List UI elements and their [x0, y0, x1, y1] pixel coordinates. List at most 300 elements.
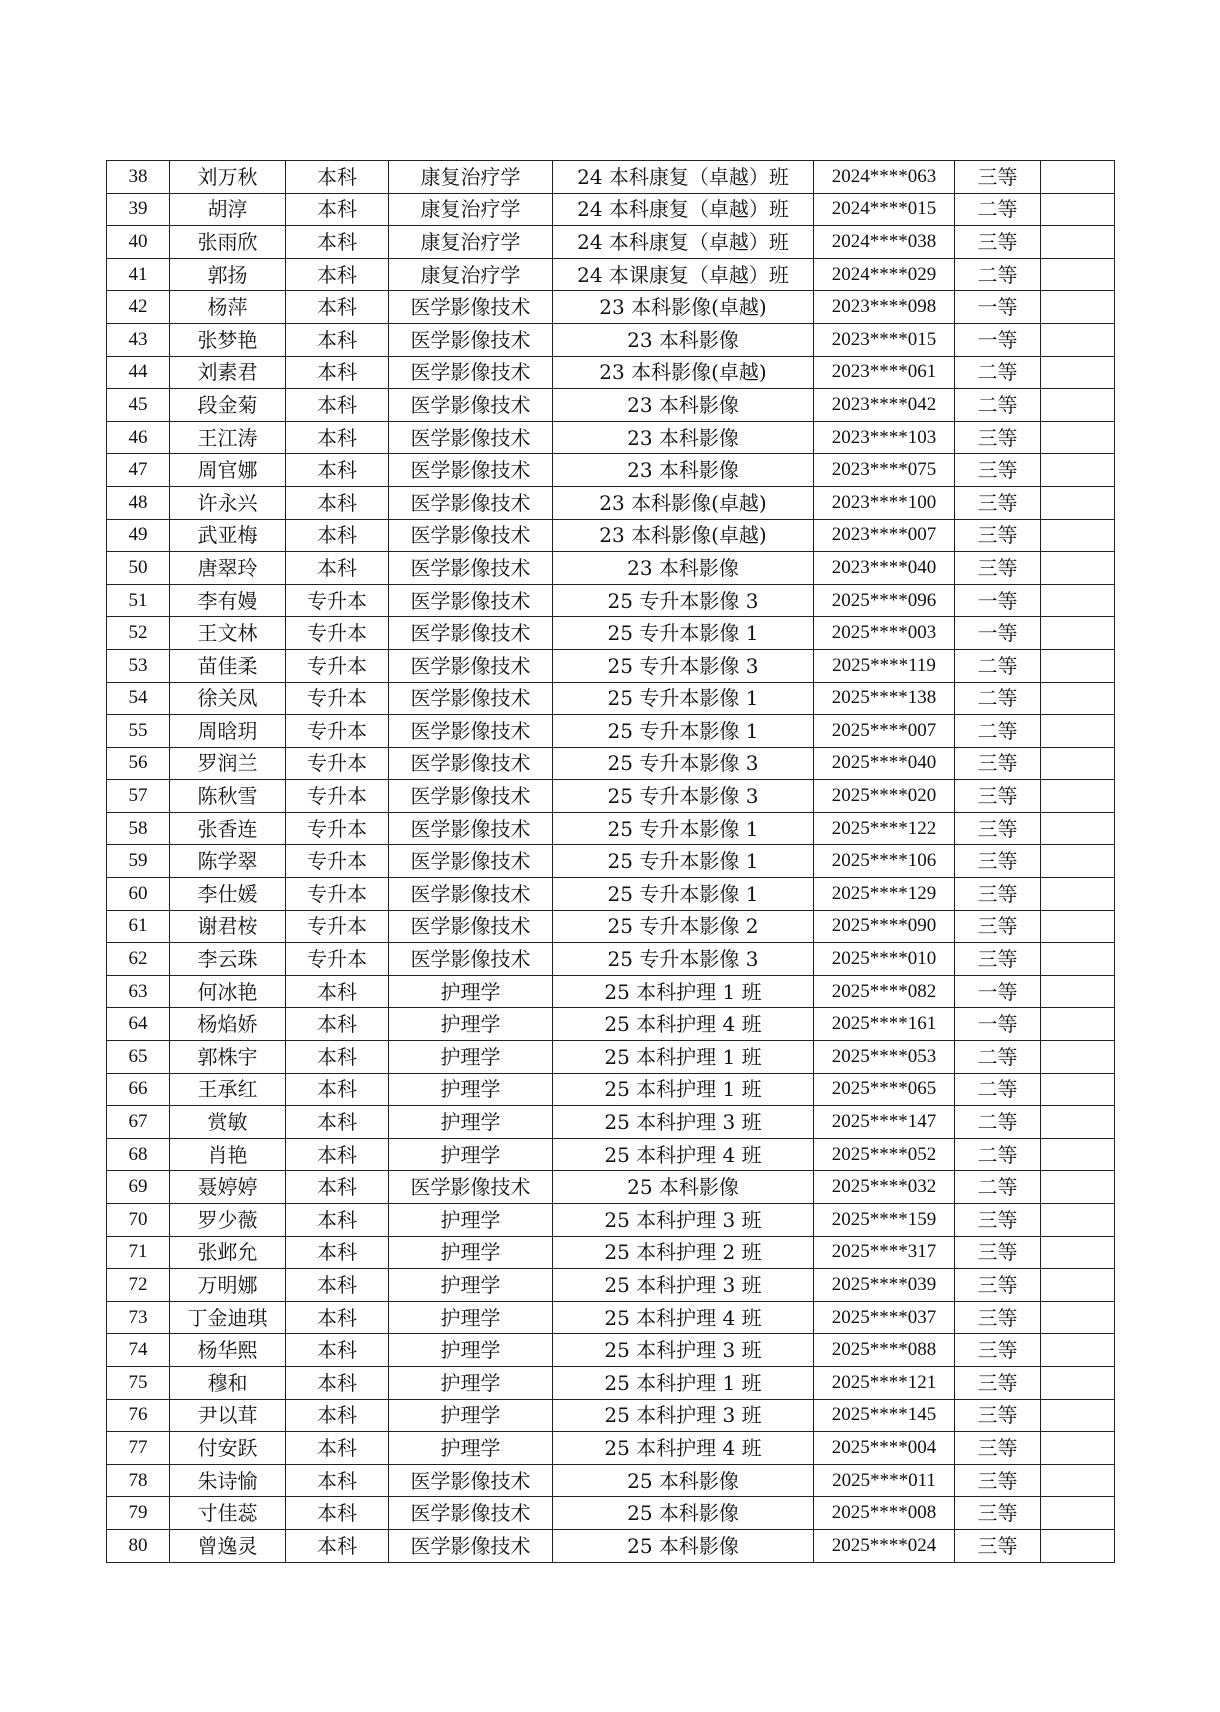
table-row — [107, 454, 1115, 487]
major-cell: 护理学 — [389, 1269, 553, 1302]
table-row — [107, 1464, 1115, 1497]
seq-cell: 57 — [107, 780, 170, 813]
major-cell: 护理学 — [389, 1204, 553, 1237]
table-row — [107, 323, 1115, 356]
table-row — [107, 519, 1115, 552]
major-cell: 医学影像技术 — [389, 1529, 553, 1562]
major-cell: 医学影像技术 — [389, 715, 553, 748]
class-cell: 25 专升本影像 1 — [553, 878, 814, 911]
seq-cell: 64 — [107, 1008, 170, 1041]
level-cell: 本科 — [286, 975, 389, 1008]
class-cell: 23 本科影像(卓越) — [553, 291, 814, 324]
major-cell: 护理学 — [389, 1236, 553, 1269]
class-cell: 25 专升本影像 1 — [553, 812, 814, 845]
table-row — [107, 1529, 1115, 1562]
major-cell: 护理学 — [389, 1334, 553, 1367]
major-cell: 医学影像技术 — [389, 421, 553, 454]
student-id-cell: 2024****063 — [814, 161, 955, 194]
table-row — [107, 291, 1115, 324]
major-cell: 护理学 — [389, 1366, 553, 1399]
remark-cell — [1041, 226, 1115, 259]
table-row — [107, 1334, 1115, 1367]
level-cell: 本科 — [286, 421, 389, 454]
name-cell: 许永兴 — [170, 486, 286, 519]
remark-cell — [1041, 1204, 1115, 1237]
student-id-cell: 2025****122 — [814, 812, 955, 845]
class-cell: 23 本科影像 — [553, 421, 814, 454]
class-cell: 25 专升本影像 1 — [553, 845, 814, 878]
major-cell: 医学影像技术 — [389, 454, 553, 487]
name-cell: 陈秋雪 — [170, 780, 286, 813]
class-cell: 23 本科影像 — [553, 389, 814, 422]
remark-cell — [1041, 1008, 1115, 1041]
seq-cell: 40 — [107, 226, 170, 259]
name-cell: 陈学翠 — [170, 845, 286, 878]
grade-cell: 三等 — [955, 1334, 1041, 1367]
class-cell: 25 本科护理 1 班 — [553, 1366, 814, 1399]
major-cell: 医学影像技术 — [389, 682, 553, 715]
major-cell: 医学影像技术 — [389, 486, 553, 519]
remark-cell — [1041, 421, 1115, 454]
major-cell: 护理学 — [389, 1399, 553, 1432]
remark-cell — [1041, 584, 1115, 617]
seq-cell: 66 — [107, 1073, 170, 1106]
class-cell: 23 本科影像(卓越) — [553, 486, 814, 519]
table-row — [107, 161, 1115, 194]
student-id-cell: 2025****082 — [814, 975, 955, 1008]
major-cell: 医学影像技术 — [389, 780, 553, 813]
class-cell: 25 本科护理 4 班 — [553, 1138, 814, 1171]
major-cell: 医学影像技术 — [389, 812, 553, 845]
table-row — [107, 1138, 1115, 1171]
class-cell: 25 本科护理 4 班 — [553, 1301, 814, 1334]
class-cell: 25 本科护理 4 班 — [553, 1432, 814, 1465]
class-cell: 25 本科护理 1 班 — [553, 975, 814, 1008]
level-cell: 本科 — [286, 454, 389, 487]
seq-cell: 78 — [107, 1464, 170, 1497]
major-cell: 医学影像技术 — [389, 356, 553, 389]
remark-cell — [1041, 1464, 1115, 1497]
major-cell: 护理学 — [389, 1138, 553, 1171]
level-cell: 专升本 — [286, 845, 389, 878]
name-cell: 寸佳蕊 — [170, 1497, 286, 1530]
class-cell: 25 本科护理 3 班 — [553, 1334, 814, 1367]
seq-cell: 61 — [107, 910, 170, 943]
grade-cell: 三等 — [955, 1529, 1041, 1562]
remark-cell — [1041, 1399, 1115, 1432]
level-cell: 本科 — [286, 1301, 389, 1334]
seq-cell: 47 — [107, 454, 170, 487]
name-cell: 罗润兰 — [170, 747, 286, 780]
major-cell: 护理学 — [389, 1008, 553, 1041]
grade-cell: 二等 — [955, 1106, 1041, 1139]
grade-cell: 三等 — [955, 1269, 1041, 1302]
table-row — [107, 878, 1115, 911]
level-cell: 本科 — [286, 226, 389, 259]
name-cell: 曾逸灵 — [170, 1529, 286, 1562]
level-cell: 专升本 — [286, 878, 389, 911]
scholarship-list-page — [106, 160, 1114, 1563]
name-cell: 丁金迪琪 — [170, 1301, 286, 1334]
grade-cell: 二等 — [955, 356, 1041, 389]
major-cell: 康复治疗学 — [389, 258, 553, 291]
level-cell: 本科 — [286, 1138, 389, 1171]
class-cell: 25 专升本影像 1 — [553, 617, 814, 650]
level-cell: 本科 — [286, 193, 389, 226]
name-cell: 李有嫚 — [170, 584, 286, 617]
table-row — [107, 1041, 1115, 1074]
level-cell: 本科 — [286, 1171, 389, 1204]
remark-cell — [1041, 780, 1115, 813]
remark-cell — [1041, 1432, 1115, 1465]
table-row — [107, 715, 1115, 748]
seq-cell: 65 — [107, 1041, 170, 1074]
name-cell: 王承红 — [170, 1073, 286, 1106]
class-cell: 24 本课康复（卓越）班 — [553, 258, 814, 291]
level-cell: 本科 — [286, 1464, 389, 1497]
name-cell: 杨萍 — [170, 291, 286, 324]
major-cell: 护理学 — [389, 1301, 553, 1334]
student-id-cell: 2025****010 — [814, 943, 955, 976]
grade-cell: 三等 — [955, 747, 1041, 780]
grade-cell: 一等 — [955, 291, 1041, 324]
major-cell: 医学影像技术 — [389, 878, 553, 911]
level-cell: 专升本 — [286, 617, 389, 650]
student-id-cell: 2023****100 — [814, 486, 955, 519]
student-id-cell: 2025****040 — [814, 747, 955, 780]
grade-cell: 三等 — [955, 421, 1041, 454]
seq-cell: 68 — [107, 1138, 170, 1171]
grade-cell: 三等 — [955, 486, 1041, 519]
student-id-cell: 2024****015 — [814, 193, 955, 226]
class-cell: 23 本科影像(卓越) — [553, 519, 814, 552]
class-cell: 25 本科护理 3 班 — [553, 1106, 814, 1139]
name-cell: 朱诗愉 — [170, 1464, 286, 1497]
student-id-cell: 2025****020 — [814, 780, 955, 813]
student-id-cell: 2025****159 — [814, 1204, 955, 1237]
table-row — [107, 747, 1115, 780]
name-cell: 何冰艳 — [170, 975, 286, 1008]
grade-cell: 一等 — [955, 1008, 1041, 1041]
major-cell: 康复治疗学 — [389, 161, 553, 194]
seq-cell: 76 — [107, 1399, 170, 1432]
table-row — [107, 617, 1115, 650]
student-id-cell: 2025****106 — [814, 845, 955, 878]
class-cell: 25 本科护理 1 班 — [553, 1073, 814, 1106]
level-cell: 本科 — [286, 1106, 389, 1139]
table-row — [107, 1497, 1115, 1530]
student-id-cell: 2025****037 — [814, 1301, 955, 1334]
student-id-cell: 2025****088 — [814, 1334, 955, 1367]
seq-cell: 72 — [107, 1269, 170, 1302]
table-row — [107, 812, 1115, 845]
seq-cell: 74 — [107, 1334, 170, 1367]
student-id-cell: 2025****096 — [814, 584, 955, 617]
seq-cell: 45 — [107, 389, 170, 422]
class-cell: 25 本科护理 1 班 — [553, 1041, 814, 1074]
table-row — [107, 1432, 1115, 1465]
remark-cell — [1041, 454, 1115, 487]
class-cell: 25 专升本影像 2 — [553, 910, 814, 943]
level-cell: 本科 — [286, 323, 389, 356]
class-cell: 25 本科影像 — [553, 1497, 814, 1530]
grade-cell: 三等 — [955, 910, 1041, 943]
seq-cell: 52 — [107, 617, 170, 650]
grade-cell: 二等 — [955, 1073, 1041, 1106]
seq-cell: 43 — [107, 323, 170, 356]
name-cell: 王文林 — [170, 617, 286, 650]
grade-cell: 二等 — [955, 258, 1041, 291]
seq-cell: 70 — [107, 1204, 170, 1237]
name-cell: 张雨欣 — [170, 226, 286, 259]
seq-cell: 44 — [107, 356, 170, 389]
major-cell: 医学影像技术 — [389, 649, 553, 682]
student-id-cell: 2024****029 — [814, 258, 955, 291]
seq-cell: 46 — [107, 421, 170, 454]
seq-cell: 55 — [107, 715, 170, 748]
remark-cell — [1041, 1497, 1115, 1530]
student-id-cell: 2025****008 — [814, 1497, 955, 1530]
remark-cell — [1041, 1073, 1115, 1106]
student-id-cell: 2025****138 — [814, 682, 955, 715]
seq-cell: 67 — [107, 1106, 170, 1139]
name-cell: 张梦艳 — [170, 323, 286, 356]
grade-cell: 二等 — [955, 389, 1041, 422]
level-cell: 本科 — [286, 258, 389, 291]
major-cell: 医学影像技术 — [389, 747, 553, 780]
table-row — [107, 1399, 1115, 1432]
class-cell: 25 本科影像 — [553, 1171, 814, 1204]
grade-cell: 二等 — [955, 1171, 1041, 1204]
level-cell: 本科 — [286, 1204, 389, 1237]
grade-cell: 三等 — [955, 780, 1041, 813]
grade-cell: 三等 — [955, 812, 1041, 845]
student-id-cell: 2023****075 — [814, 454, 955, 487]
remark-cell — [1041, 1171, 1115, 1204]
name-cell: 王江涛 — [170, 421, 286, 454]
grade-cell: 三等 — [955, 454, 1041, 487]
grade-cell: 二等 — [955, 1041, 1041, 1074]
grade-cell: 三等 — [955, 226, 1041, 259]
table-row — [107, 943, 1115, 976]
seq-cell: 41 — [107, 258, 170, 291]
class-cell: 25 本科影像 — [553, 1529, 814, 1562]
major-cell: 护理学 — [389, 975, 553, 1008]
level-cell: 专升本 — [286, 649, 389, 682]
table-row — [107, 682, 1115, 715]
grade-cell: 二等 — [955, 649, 1041, 682]
table-row — [107, 258, 1115, 291]
major-cell: 医学影像技术 — [389, 1497, 553, 1530]
student-id-cell: 2023****040 — [814, 552, 955, 585]
table-row — [107, 1204, 1115, 1237]
remark-cell — [1041, 291, 1115, 324]
grade-cell: 二等 — [955, 1138, 1041, 1171]
level-cell: 本科 — [286, 1041, 389, 1074]
seq-cell: 53 — [107, 649, 170, 682]
remark-cell — [1041, 812, 1115, 845]
class-cell: 25 专升本影像 3 — [553, 747, 814, 780]
student-id-cell: 2025****161 — [814, 1008, 955, 1041]
grade-cell: 三等 — [955, 161, 1041, 194]
level-cell: 本科 — [286, 1334, 389, 1367]
remark-cell — [1041, 975, 1115, 1008]
remark-cell — [1041, 1138, 1115, 1171]
table-row — [107, 1301, 1115, 1334]
table-row — [107, 1106, 1115, 1139]
student-id-cell: 2025****052 — [814, 1138, 955, 1171]
major-cell: 医学影像技术 — [389, 323, 553, 356]
grade-cell: 一等 — [955, 617, 1041, 650]
level-cell: 本科 — [286, 356, 389, 389]
grade-cell: 三等 — [955, 845, 1041, 878]
table-row — [107, 1236, 1115, 1269]
name-cell: 周官娜 — [170, 454, 286, 487]
student-id-cell: 2023****098 — [814, 291, 955, 324]
table-row — [107, 584, 1115, 617]
remark-cell — [1041, 1269, 1115, 1302]
grade-cell: 三等 — [955, 552, 1041, 585]
class-cell: 25 专升本影像 3 — [553, 943, 814, 976]
level-cell: 专升本 — [286, 780, 389, 813]
table-row — [107, 845, 1115, 878]
seq-cell: 71 — [107, 1236, 170, 1269]
student-id-cell: 2025****007 — [814, 715, 955, 748]
seq-cell: 60 — [107, 878, 170, 911]
name-cell: 郭扬 — [170, 258, 286, 291]
remark-cell — [1041, 193, 1115, 226]
seq-cell: 69 — [107, 1171, 170, 1204]
student-id-cell: 2025****024 — [814, 1529, 955, 1562]
table-row — [107, 421, 1115, 454]
table-row — [107, 975, 1115, 1008]
level-cell: 本科 — [286, 1529, 389, 1562]
student-id-cell: 2025****147 — [814, 1106, 955, 1139]
level-cell: 专升本 — [286, 910, 389, 943]
major-cell: 护理学 — [389, 1041, 553, 1074]
remark-cell — [1041, 910, 1115, 943]
grade-cell: 二等 — [955, 682, 1041, 715]
student-id-cell: 2023****007 — [814, 519, 955, 552]
table-row — [107, 356, 1115, 389]
major-cell: 康复治疗学 — [389, 226, 553, 259]
major-cell: 护理学 — [389, 1432, 553, 1465]
major-cell: 医学影像技术 — [389, 519, 553, 552]
name-cell: 刘素君 — [170, 356, 286, 389]
class-cell: 25 本科护理 4 班 — [553, 1008, 814, 1041]
student-id-cell: 2025****317 — [814, 1236, 955, 1269]
major-cell: 医学影像技术 — [389, 845, 553, 878]
seq-cell: 54 — [107, 682, 170, 715]
table-row — [107, 226, 1115, 259]
level-cell: 专升本 — [286, 747, 389, 780]
remark-cell — [1041, 519, 1115, 552]
level-cell: 专升本 — [286, 943, 389, 976]
remark-cell — [1041, 1366, 1115, 1399]
remark-cell — [1041, 356, 1115, 389]
grade-cell: 三等 — [955, 1399, 1041, 1432]
table-row — [107, 1008, 1115, 1041]
remark-cell — [1041, 1529, 1115, 1562]
name-cell: 刘万秋 — [170, 161, 286, 194]
name-cell: 张邺允 — [170, 1236, 286, 1269]
table-row — [107, 1269, 1115, 1302]
grade-cell: 一等 — [955, 323, 1041, 356]
student-id-cell: 2025****003 — [814, 617, 955, 650]
grade-cell: 三等 — [955, 1464, 1041, 1497]
class-cell: 23 本科影像 — [553, 552, 814, 585]
name-cell: 武亚梅 — [170, 519, 286, 552]
level-cell: 本科 — [286, 519, 389, 552]
student-id-cell: 2025****011 — [814, 1464, 955, 1497]
name-cell: 谢君桉 — [170, 910, 286, 943]
level-cell: 本科 — [286, 1366, 389, 1399]
name-cell: 罗少薇 — [170, 1204, 286, 1237]
name-cell: 杨华熙 — [170, 1334, 286, 1367]
table-row — [107, 649, 1115, 682]
name-cell: 肖艳 — [170, 1138, 286, 1171]
remark-cell — [1041, 1041, 1115, 1074]
level-cell: 本科 — [286, 486, 389, 519]
class-cell: 25 本科护理 3 班 — [553, 1269, 814, 1302]
remark-cell — [1041, 323, 1115, 356]
name-cell: 穆和 — [170, 1366, 286, 1399]
seq-cell: 73 — [107, 1301, 170, 1334]
remark-cell — [1041, 715, 1115, 748]
student-id-cell: 2023****061 — [814, 356, 955, 389]
remark-cell — [1041, 258, 1115, 291]
grade-cell: 二等 — [955, 715, 1041, 748]
name-cell: 赏敏 — [170, 1106, 286, 1139]
remark-cell — [1041, 1334, 1115, 1367]
seq-cell: 49 — [107, 519, 170, 552]
level-cell: 本科 — [286, 1073, 389, 1106]
level-cell: 本科 — [286, 389, 389, 422]
name-cell: 张香连 — [170, 812, 286, 845]
remark-cell — [1041, 389, 1115, 422]
student-id-cell: 2025****004 — [814, 1432, 955, 1465]
grade-cell: 三等 — [955, 519, 1041, 552]
level-cell: 专升本 — [286, 682, 389, 715]
major-cell: 医学影像技术 — [389, 584, 553, 617]
student-id-cell: 2025****032 — [814, 1171, 955, 1204]
class-cell: 25 专升本影像 1 — [553, 682, 814, 715]
class-cell: 25 本科护理 3 班 — [553, 1204, 814, 1237]
level-cell: 专升本 — [286, 715, 389, 748]
seq-cell: 63 — [107, 975, 170, 1008]
remark-cell — [1041, 747, 1115, 780]
grade-cell: 三等 — [955, 1497, 1041, 1530]
level-cell: 本科 — [286, 1269, 389, 1302]
seq-cell: 39 — [107, 193, 170, 226]
level-cell: 本科 — [286, 552, 389, 585]
student-id-cell: 2025****119 — [814, 649, 955, 682]
remark-cell — [1041, 161, 1115, 194]
remark-cell — [1041, 1236, 1115, 1269]
seq-cell: 50 — [107, 552, 170, 585]
major-cell: 医学影像技术 — [389, 552, 553, 585]
class-cell: 23 本科影像 — [553, 454, 814, 487]
level-cell: 本科 — [286, 1236, 389, 1269]
student-id-cell: 2023****042 — [814, 389, 955, 422]
class-cell: 25 专升本影像 1 — [553, 715, 814, 748]
major-cell: 医学影像技术 — [389, 943, 553, 976]
seq-cell: 80 — [107, 1529, 170, 1562]
class-cell: 25 本科护理 2 班 — [553, 1236, 814, 1269]
remark-cell — [1041, 1301, 1115, 1334]
remark-cell — [1041, 617, 1115, 650]
seq-cell: 59 — [107, 845, 170, 878]
